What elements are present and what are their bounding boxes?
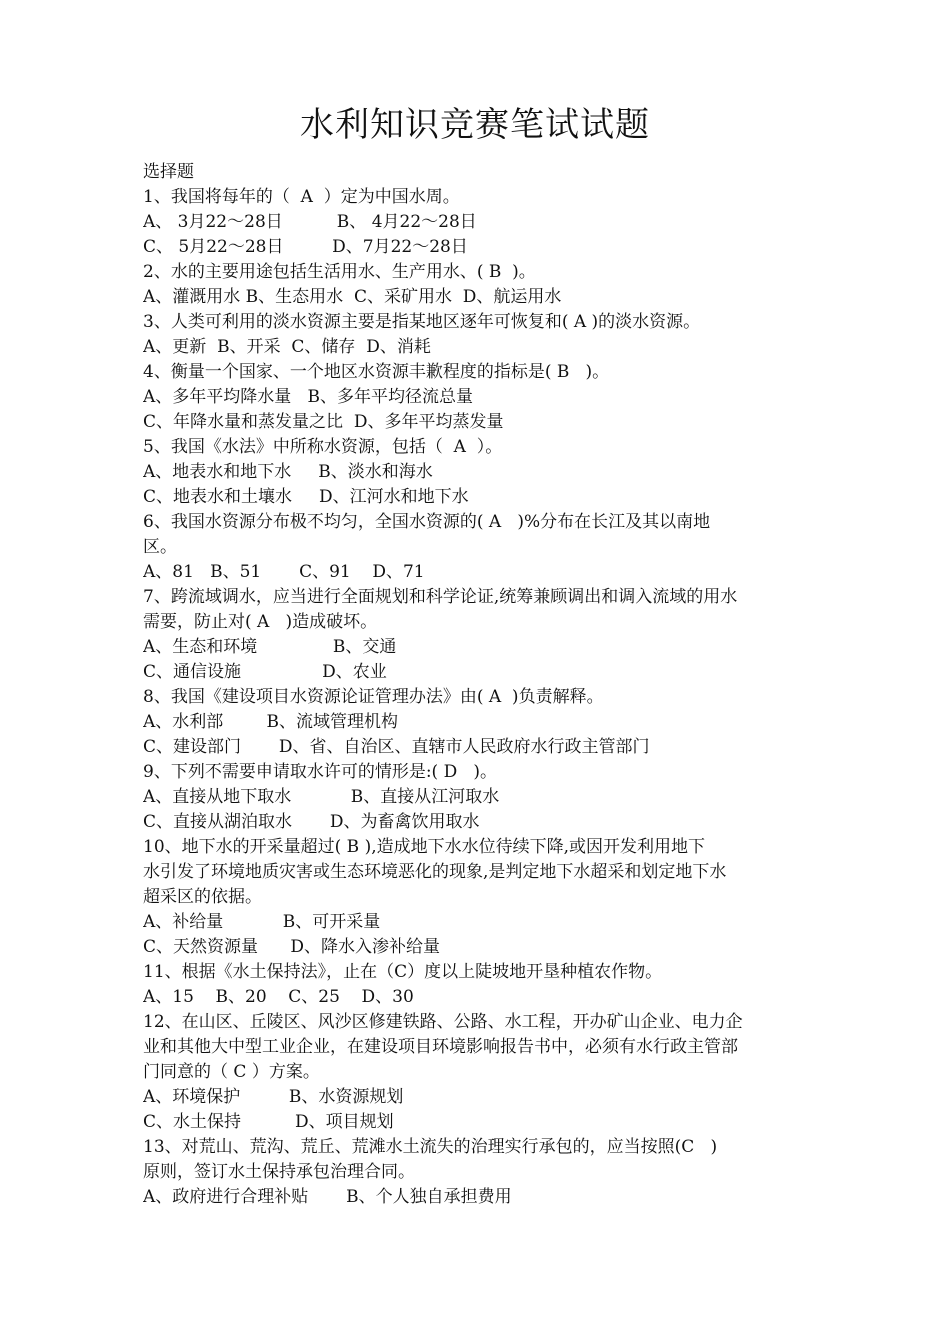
text-line: 9、下列不需要申请取水许可的情形是:( D )。 xyxy=(143,762,498,782)
text-line: 2、水的主要用途包括生活用水、生产用水、( B )。 xyxy=(143,262,536,282)
text-line: 门同意的（ C ）方案。 xyxy=(143,1062,320,1082)
text-line: A、15 B、20 C、25 D、30 xyxy=(143,987,414,1007)
text-line: 超采区的依据。 xyxy=(143,887,262,907)
text-line: A、直接从地下取水 B、直接从江河取水 xyxy=(143,787,500,807)
text-line: 11、根据《水土保持法》，止在（C）度以上陡坡地开垦种植农作物。 xyxy=(143,962,663,982)
text-line: 5、我国《水法》中所称水资源，包括（ A ）。 xyxy=(143,437,503,457)
text-line: C、直接从湖泊取水 D、为畜禽饮用取水 xyxy=(143,812,480,832)
text-line: 水引发了环境地质灾害或生态环境恶化的现象,是判定地下水超采和划定地下水 xyxy=(143,862,727,882)
text-line: 4、衡量一个国家、一个地区水资源丰歉程度的指标是( B )。 xyxy=(143,362,610,382)
text-line: A、81 B、51 C、91 D、71 xyxy=(143,562,425,582)
text-line: C、 5月22～28日 D、7月22～28日 xyxy=(143,237,468,257)
text-line: C、水土保持 D、项目规划 xyxy=(143,1112,394,1132)
text-line: 3、人类可利用的淡水资源主要是指某地区逐年可恢复和( A )的淡水资源。 xyxy=(143,312,701,332)
text-line: C、年降水量和蒸发量之比 D、多年平均蒸发量 xyxy=(143,412,504,432)
text-line: C、建设部门 D、省、自治区、直辖市人民政府水行政主管部门 xyxy=(143,737,650,757)
text-line: C、天然资源量 D、降水入渗补给量 xyxy=(143,937,441,957)
text-line: A、生态和环境 B、交通 xyxy=(143,637,397,657)
text-line: A、多年平均降水量 B、多年平均径流总量 xyxy=(143,387,473,407)
document-body xyxy=(143,160,813,1210)
text-line: 选择题 xyxy=(143,162,194,182)
text-line: 6、我国水资源分布极不均匀，全国水资源的( A )%分布在长江及其以南地 xyxy=(143,512,711,532)
text-line: A、灌溉用水 B、生态用水 C、采矿用水 D、航运用水 xyxy=(143,287,562,307)
text-line: A、水利部 B、流域管理机构 xyxy=(143,712,398,732)
text-line: 8、我国《建设项目水资源论证管理办法》由( A )负责解释。 xyxy=(143,687,604,707)
text-line: 区。 xyxy=(143,537,177,557)
text-line: 需要，防止对( A )造成破坏。 xyxy=(143,612,378,632)
text-line: 10、地下水的开采量超过( B ),造成地下水水位待续下降,或因开发利用地下 xyxy=(143,837,706,857)
text-line: A、更新 B、开采 C、储存 D、消耗 xyxy=(143,337,431,357)
text-line: A、 3月22～28日 B、 4月22～28日 xyxy=(143,212,477,232)
text-line: A、地表水和地下水 B、淡水和海水 xyxy=(143,462,433,482)
text-line: 原则，签订水土保持承包治理合同。 xyxy=(143,1162,415,1182)
text-line: A、补给量 B、可开采量 xyxy=(143,912,381,932)
text-line: 1、我国将每年的（ A ）定为中国水周。 xyxy=(143,187,460,207)
text-line: C、通信设施 D、农业 xyxy=(143,662,387,682)
document-title: 水利知识竞赛笔试试题 xyxy=(300,105,650,145)
text-line: 7、跨流域调水，应当进行全面规划和科学论证,统筹兼顾调出和调入流域的用水 xyxy=(143,587,738,607)
text-line: C、地表水和土壤水 D、江河水和地下水 xyxy=(143,487,469,507)
text-line: A、政府进行合理补贴 B、个人独自承担费用 xyxy=(143,1187,512,1207)
text-line: A、环境保护 B、水资源规划 xyxy=(143,1087,404,1107)
text-line: 12、在山区、丘陵区、风沙区修建铁路、公路、水工程，开办矿山企业、电力企 xyxy=(143,1012,743,1032)
text-line: 13、对荒山、荒沟、荒丘、荒滩水土流失的治理实行承包的，应当按照(C ) xyxy=(143,1137,718,1157)
text-line: 业和其他大中型工业企业，在建设项目环境影响报告书中，必须有水行政主管部 xyxy=(143,1037,738,1057)
